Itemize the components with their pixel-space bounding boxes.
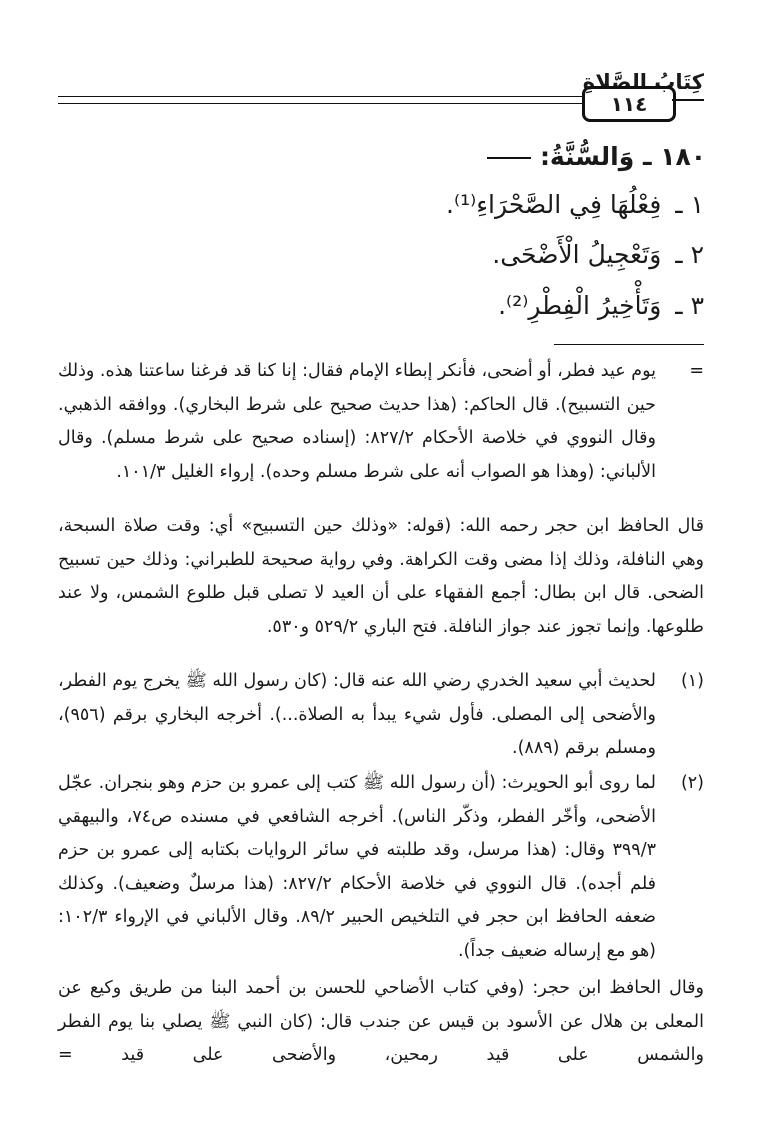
item-text: وَتَعْجِيلُ الْأَضْحَى. xyxy=(492,240,662,269)
footnote-paragraph-2 xyxy=(58,972,704,1073)
continuation-mark: = xyxy=(689,361,704,381)
list-item xyxy=(498,291,704,320)
footnote-continuation xyxy=(58,355,704,489)
footnote-text: يوم عيد فطر، أو أضحى، فأنكر إبطاء الإمام فقال: إنا كنا قد فرغنا ساعتنا هذه. وذلك حين التسبيح). قال الحاكم: (هذا حديث صحيح على شرط البخاري). ووافقه الذهبي. وقال النووي في خلاصة الأحكام ٨٢٧/٢: (إسناده صحيح على شرط مسلم). وقال الألباني: (وهذا هو الصواب أنه على شرط مسلم وحده). إرواء الغليل ١٠١/٣. xyxy=(58,361,656,482)
footnote-mark: (٢) xyxy=(680,773,704,793)
footnote-divider xyxy=(554,344,704,345)
item-number: ٣ ـ xyxy=(675,291,704,320)
footnote-mark: (١) xyxy=(680,671,704,691)
header-rule xyxy=(58,96,582,97)
footnote-paragraph: قال الحافظ ابن حجر رحمه الله: (قوله: «وذلك حين التسبيح» أي: وقت صلاة السبحة، وهي النافلة، وذلك إذا مضى وقت الكراهة. وفي رواية صحيحة للطبراني: وذلك حين تسبيح الضحى. قال ابن بطال: أجمع الفقهاء على أن العيد لا تصلى قبل طلوع الشمس، ولا عند طلوعها. وإنما تجوز عند جواز النافلة. فتح الباري ٥٢٩/٢ و٥٣٠. xyxy=(58,516,704,637)
footnote-text: وقال الحافظ ابن حجر: (وفي كتاب الأضاحي للحسن بن أحمد البنا من طريق وكيع عن المعلى بن هلال عن الأسود بن قيس عن جندب قال: (كان النبي ﷺ يصلي بنا يوم الفطر والشمس على قيد رمحين، والأضحى على قيد xyxy=(58,978,704,1065)
continuation-mark-end: = xyxy=(58,1045,73,1065)
item-number: ١ ـ xyxy=(675,190,704,219)
page-number: ١١٤ xyxy=(582,86,676,122)
list-item xyxy=(492,240,704,269)
book-title: كِتَابُ الصَّلاةِ xyxy=(582,70,704,94)
list-item xyxy=(446,190,704,219)
item-text: فِعْلُهَا فِي الصَّحْرَاءِ⁽¹⁾. xyxy=(446,190,662,219)
header-dash xyxy=(672,99,704,101)
heading-ornament xyxy=(487,157,531,159)
footnote-text: لحديث أبي سعيد الخدري رضي الله عنه قال: (كان رسول الله ﷺ يخرج يوم الفطر، والأضحى إلى المصلى. فأول شيء يبدأ به الصلاة...). أخرجه البخاري برقم (٩٥٦)، ومسلم برقم (٨٨٩). xyxy=(58,671,656,758)
header-rule-double xyxy=(58,103,582,104)
item-number: ٢ ـ xyxy=(675,240,704,269)
section-title: ـ وَالسُّنَّةُ: xyxy=(539,142,652,171)
section-heading xyxy=(481,142,706,171)
item-text: وَتَأْخِيرُ الْفِطْرِ⁽²⁾. xyxy=(498,291,662,320)
footnote-text: لما روى أبو الحويرث: (أن رسول الله ﷺ كتب إلى عمرو بن حزم وهو بنجران. عجّل الأضحى، وأخّر الفطر، وذكّر الناس). أخرجه الشافعي في مسنده ص٧٤، والبيهقي ٣٩٩/٣ وقال: (هذا مرسل، وقد طلبته في سائر الروايات بكتابه إلى عمرو بن حزم فلم أجده). قال النووي في خلاصة الأحكام ٨٢٧/٢: (هذا مرسلٌ وضعيف). وكذلك ضعفه الحافظ ابن حجر في التلخيص الحبير ٨٩/٢. وقال الألباني في الإرواء ١٠٢/٣: (هو مع إرساله ضعيف جداً). xyxy=(58,773,656,961)
footnote-2 xyxy=(58,767,704,968)
footnote-1 xyxy=(58,665,704,766)
section-number: ١٨٠ xyxy=(660,142,706,171)
